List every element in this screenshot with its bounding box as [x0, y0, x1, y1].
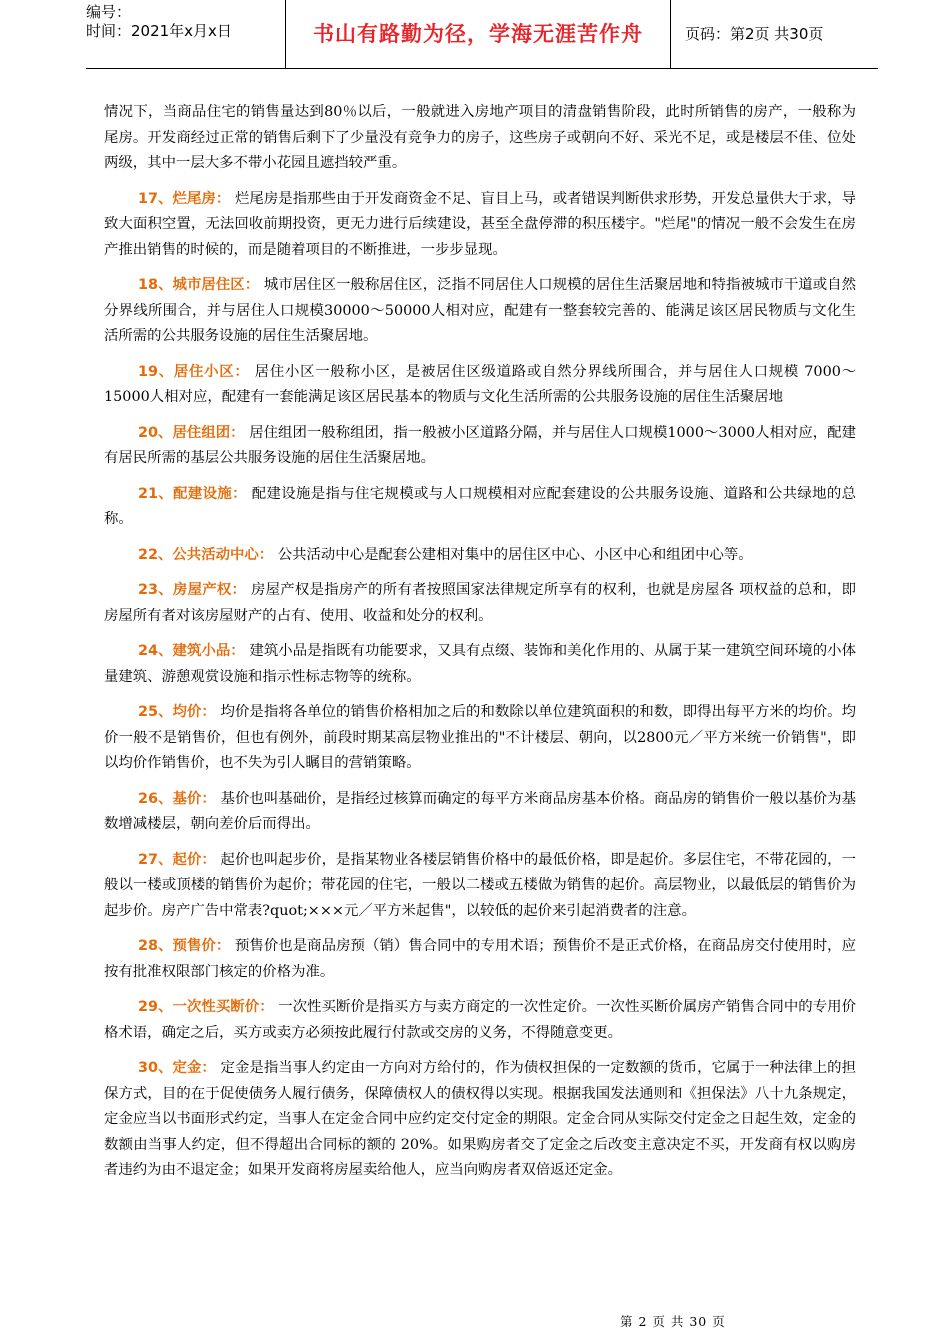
- term-definition: 城市居住区一般称居住区，泛指不同居住人口规模的居住生活聚居地和特指被城市干道或自然分界线所围合，并与居住人口规模30000～50000人相对应，配建有一整套较完善的、能满足该区居民物质与文化生活所需的公共服务设施的居住生活聚居地。: [104, 277, 857, 344]
- term-entry: [104, 482, 856, 533]
- header-meta: [86, 0, 286, 68]
- term-entry: [104, 187, 856, 264]
- term-entry: [104, 421, 856, 472]
- term-heading: 22、公共活动中心：: [138, 546, 274, 563]
- term-heading: 30、定金：: [138, 1060, 216, 1076]
- term-entry: [104, 543, 856, 569]
- document-number-label: 编号：: [86, 3, 132, 21]
- term-heading: 24、建筑小品：: [138, 643, 245, 659]
- term-definition: 配建设施是指与住宅规模或与人口规模相对应配套建设的公共服务设施、道路和公共绿地的总称。: [104, 485, 856, 527]
- term-definition: 起价也叫起步价，是指某物业各楼层销售价格中的最低价格，即是起价。多层住宅，不带花园的，一般以一楼或顶楼的销售价为起价；带花园的住宅，一般以二楼或五楼做为销售的起价。高层物业，以最低层的销售价为起步价。房产广告中常表?quot;×××元／平方米起售"，以较低的起价来引起消费者的注意。: [104, 851, 856, 919]
- term-heading: 20、居住组团：: [138, 424, 245, 441]
- page-header: [86, 0, 878, 69]
- term-entry: [104, 578, 856, 629]
- term-heading: 21、配建设施：: [138, 485, 247, 502]
- term-heading: 29、一次性买断价：: [138, 999, 274, 1015]
- term-heading: 26、基价：: [138, 790, 216, 807]
- intro-paragraph: 情况下，当商品住宅的销售量达到80％以后，一般就进入房地产项目的清盘销售阶段，此时所销售的房产，一般称为尾房。开发商经过正常的销售后剩下了少量没有竞争力的房子，这些房子或朝向不好、采光不足，或是楼层不佳、位处两级，其中一层大多不带小花园且遮挡较严重。: [104, 104, 856, 171]
- term-heading: 19、居住小区：: [138, 363, 250, 380]
- term-heading: 25、均价：: [138, 704, 216, 720]
- term-definition: 定金是指当事人约定由一方向对方给付的，作为债权担保的一定数额的货币，它属于一种法律上的担保方式，目的在于促使债务人履行债务，保障债权人的债权得以实现。根据我国发法通则和《担保法》八十九条规定，定金应当以书面形式约定，当事人在定金合同中应约定交付定金的期限。定金合同从实际交付定金之日起生效，定金的数额由当事人约定，但不得超出合同标的额的 20%。如果购房者交了定金之后改变主意决定不买，开发商有权以购房者违约为由不退定金；如果开发商将房屋卖给他人，应当向购房者双倍返还定金。: [104, 1060, 856, 1178]
- term-definition: 烂尾房是指那些由于开发商资金不足、盲目上马，或者错误判断供求形势，开发总量供大于求，导致大面积空置，无法回收前期投资，更无力进行后续建设，甚至全盘停滞的积压楼宇。"烂尾"的情况一般不会发生在房产推出销售的时候的，而是随着项目的不断推进，一步步显现。: [104, 190, 857, 258]
- term-definition: 均价是指将各单位的销售价格相加之后的和数除以单位建筑面积的和数，即得出每平方米的均价。均价一般不是销售价，但也有例外，前段时期某高层物业推出的"不计楼层、朝向，以2800元／平方米统一价销售"，即以均价作销售价，也不失为引人瞩目的营销策略。: [104, 704, 856, 771]
- term-heading: 23、房屋产权：: [138, 582, 247, 598]
- term-entry: [104, 360, 856, 411]
- term-entry: [104, 1056, 856, 1184]
- term-list: [104, 187, 856, 1184]
- term-definition: 房屋产权是指房产的所有者按照国家法律规定所享有的权利，也就是房屋各 项权益的总和，即房屋所有者对该房屋财产的占有、使用、收益和处分的权利。: [104, 582, 857, 624]
- term-definition: 建筑小品是指既有功能要求，又具有点缀、装饰和美化作用的、从属于某一建筑空间环境的小体量建筑、游憩观赏设施和指示性标志物等的统称。: [104, 643, 856, 685]
- term-definition: 居住小区一般称小区，是被居住区级道路或自然分界线所围合，并与居住人口规模 7000～15000人相对应，配建有一套能满足该区居民基本的物质与文化生活所需的公共服务设施的居住生活聚居地: [104, 363, 857, 405]
- term-heading: 18、城市居住区：: [138, 277, 260, 293]
- term-definition: 预售价也是商品房预（销）售合同中的专用术语；预售价不是正式价格，在商品房交付使用时，应按有批准权限部门核定的价格为准。: [104, 938, 857, 980]
- term-definition: 一次性买断价是指买方与卖方商定的一次性定价。一次性买断价属房产销售合同中的专用价格术语，确定之后，买方或卖方必须按此履行付款或交房的义务，不得随意变更。: [104, 999, 856, 1041]
- term-definition: 居住组团一般称组团，指一般被小区道路分隔，并与居住人口规模1000～3000人相对应，配建有居民所需的基层公共服务设施的居住生活聚居地。: [104, 424, 856, 466]
- header-motto: 书山有路勤为径，学海无涯苦作舟: [286, 0, 671, 68]
- term-entry: [104, 700, 856, 777]
- term-heading: 28、预售价：: [138, 938, 231, 954]
- term-entry: [104, 787, 856, 838]
- term-entry: [104, 848, 856, 925]
- term-entry: [104, 639, 856, 690]
- term-heading: 17、烂尾房：: [138, 190, 231, 207]
- page-footer: 第 2 页 共 30 页: [620, 1314, 726, 1329]
- term-definition: 基价也叫基础价，是指经过核算而确定的每平方米商品房基本价格。商品房的销售价一般以基价为基数增减楼层，朝向差价后而得出。: [104, 790, 856, 832]
- term-entry: [104, 934, 856, 985]
- term-heading: 27、起价：: [138, 851, 216, 868]
- term-definition: 公共活动中心是配套公建相对集中的居住区中心、小区中心和组团中心等。: [277, 546, 753, 563]
- header-page-label: 页码：第2页 共30页: [685, 25, 824, 43]
- document-time-label: 时间：2021年x月x日: [86, 22, 232, 40]
- term-entry: [104, 995, 856, 1046]
- term-entry: [104, 273, 856, 350]
- document-body: [104, 100, 856, 1194]
